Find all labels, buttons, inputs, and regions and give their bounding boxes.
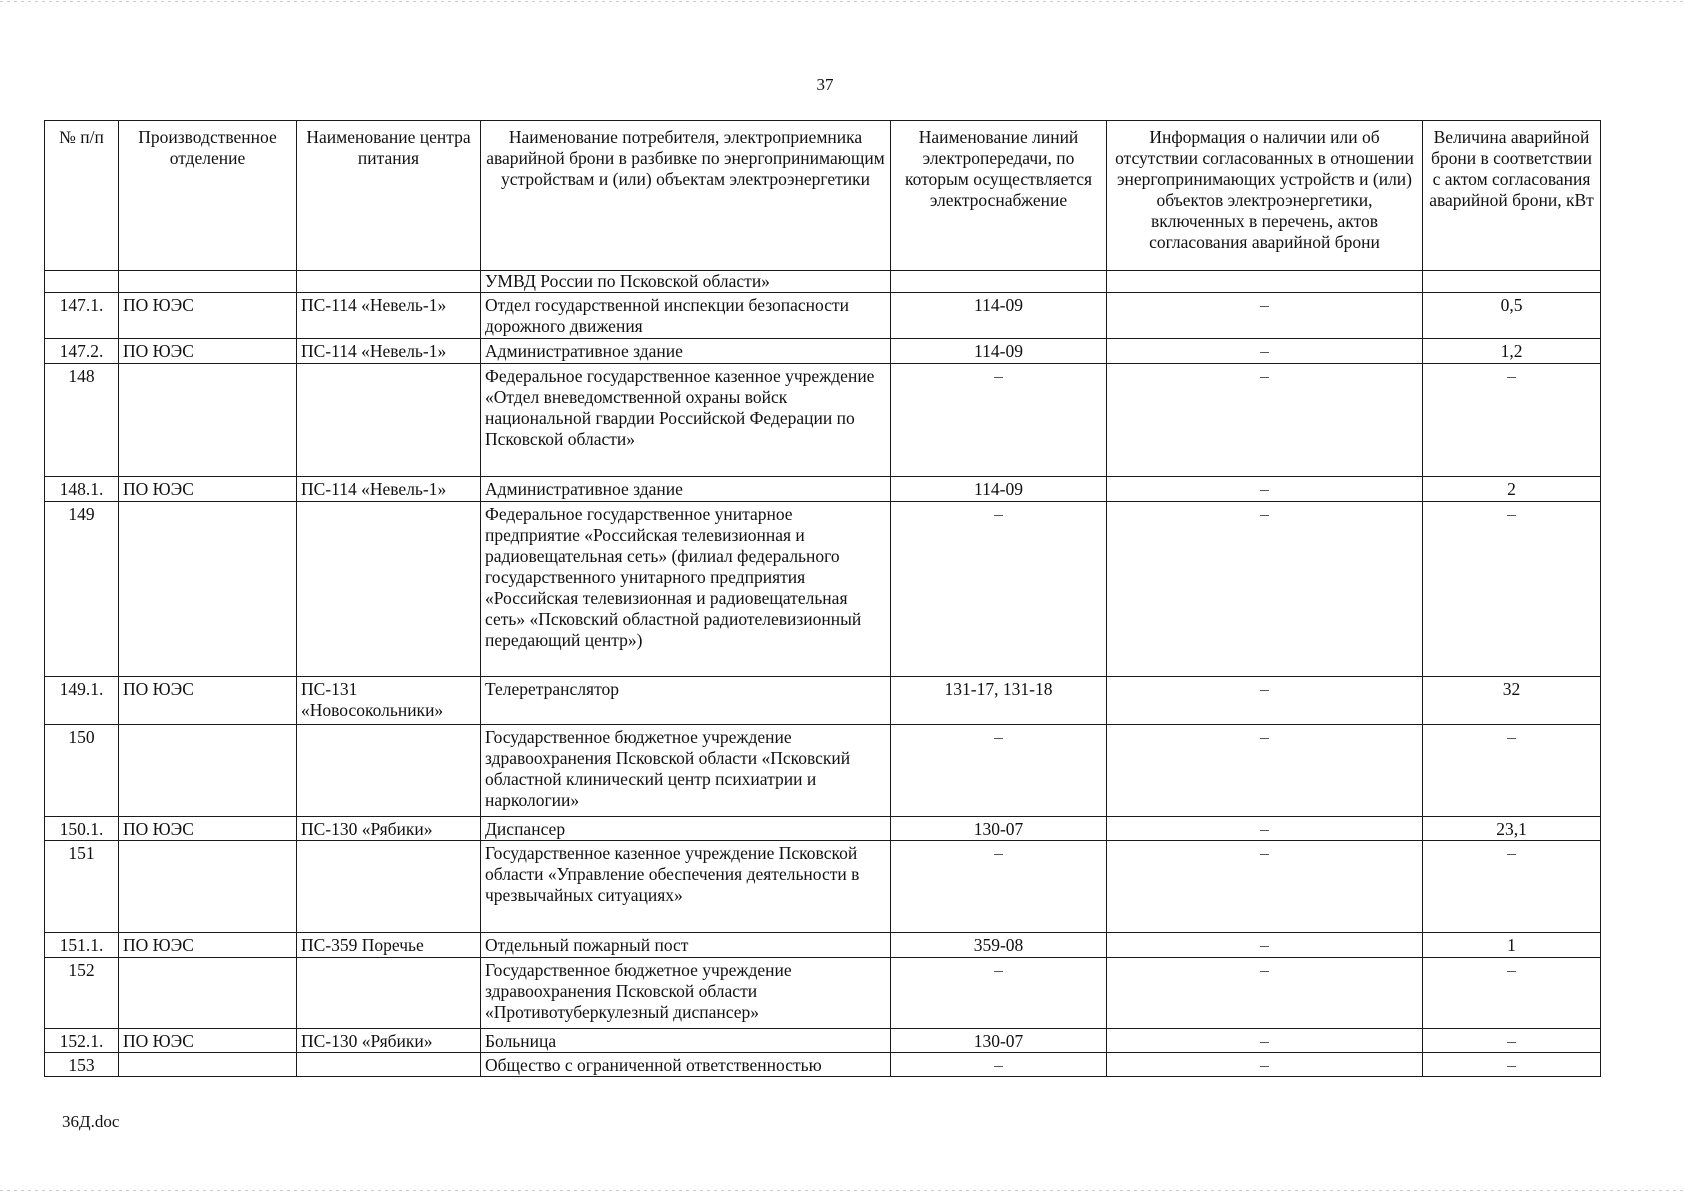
header-number: № п/п bbox=[45, 121, 119, 271]
cell-lines: 114-09 bbox=[891, 477, 1107, 502]
cell-lines: – bbox=[891, 841, 1107, 933]
table-row bbox=[45, 271, 1601, 293]
cell-power-center bbox=[297, 841, 481, 933]
cell-consumer: Отдел государственной инспекции безопасности дорожного движения bbox=[481, 293, 891, 339]
cell-power-center: ПС-130 «Рябики» bbox=[297, 1029, 481, 1053]
cell-agreement-info: – bbox=[1107, 933, 1423, 958]
cell-consumer: УМВД России по Псковской области» bbox=[481, 271, 891, 293]
cell-agreement-info: – bbox=[1107, 817, 1423, 841]
cell-division: ПО ЮЭС bbox=[119, 933, 297, 958]
cell-division: ПО ЮЭС bbox=[119, 339, 297, 364]
cell-number: 149.1. bbox=[45, 677, 119, 725]
table-row bbox=[45, 933, 1601, 958]
cell-division: ПО ЮЭС bbox=[119, 1029, 297, 1053]
cell-division bbox=[119, 725, 297, 817]
cell-number: 153 bbox=[45, 1053, 119, 1077]
cell-power-center bbox=[297, 271, 481, 293]
cell-lines: 130-07 bbox=[891, 817, 1107, 841]
cell-lines: 114-09 bbox=[891, 339, 1107, 364]
cell-reserve-value: – bbox=[1423, 502, 1601, 677]
cell-lines bbox=[891, 271, 1107, 293]
table-row bbox=[45, 725, 1601, 817]
cell-reserve-value: – bbox=[1423, 1029, 1601, 1053]
cell-number: 148 bbox=[45, 364, 119, 477]
cell-division: ПО ЮЭС bbox=[119, 293, 297, 339]
table-row bbox=[45, 677, 1601, 725]
cell-lines: – bbox=[891, 725, 1107, 817]
cell-reserve-value: 23,1 bbox=[1423, 817, 1601, 841]
cell-number: 151.1. bbox=[45, 933, 119, 958]
cell-agreement-info: – bbox=[1107, 1053, 1423, 1077]
cell-power-center: ПС-359 Поречье bbox=[297, 933, 481, 958]
table-row bbox=[45, 841, 1601, 933]
header-agreement-info: Информация о наличии или об отсутствии согласованных в отношении энергопринимающих устройств и (или) объектов электроэнергетики, включенных в перечень, актов согласования аварийной брони bbox=[1107, 121, 1423, 271]
cell-consumer: Диспансер bbox=[481, 817, 891, 841]
cell-agreement-info: – bbox=[1107, 364, 1423, 477]
cell-agreement-info: – bbox=[1107, 1029, 1423, 1053]
table-row bbox=[45, 817, 1601, 841]
cell-power-center bbox=[297, 364, 481, 477]
cell-lines: 130-07 bbox=[891, 1029, 1107, 1053]
cell-consumer: Общество с ограниченной ответственностью bbox=[481, 1053, 891, 1077]
footer-filename: 36Д.doc bbox=[62, 1112, 120, 1131]
table-row bbox=[45, 364, 1601, 477]
header-lines: Наименование линий электропередачи, по которым осуществляется электроснабжение bbox=[891, 121, 1107, 271]
header-division: Производственное отделение bbox=[119, 121, 297, 271]
reserve-table bbox=[44, 120, 1601, 1077]
cell-agreement-info: – bbox=[1107, 677, 1423, 725]
cell-agreement-info: – bbox=[1107, 958, 1423, 1029]
cell-reserve-value: 0,5 bbox=[1423, 293, 1601, 339]
cell-lines: – bbox=[891, 958, 1107, 1029]
cell-reserve-value: – bbox=[1423, 841, 1601, 933]
cell-reserve-value: – bbox=[1423, 364, 1601, 477]
cell-division: ПО ЮЭС bbox=[119, 477, 297, 502]
cell-consumer: Административное здание bbox=[481, 339, 891, 364]
cell-number: 149 bbox=[45, 502, 119, 677]
table-row bbox=[45, 339, 1601, 364]
header-reserve-value: Величина аварийной брони в соответствии с актом согласования аварийной брони, кВт bbox=[1423, 121, 1601, 271]
cell-division bbox=[119, 364, 297, 477]
table-row bbox=[45, 293, 1601, 339]
cell-division bbox=[119, 958, 297, 1029]
cell-power-center bbox=[297, 1053, 481, 1077]
cell-consumer: Административное здание bbox=[481, 477, 891, 502]
cell-power-center bbox=[297, 725, 481, 817]
cell-number: 152 bbox=[45, 958, 119, 1029]
cell-power-center bbox=[297, 502, 481, 677]
table-row bbox=[45, 502, 1601, 677]
cell-number: 147.2. bbox=[45, 339, 119, 364]
cell-agreement-info: – bbox=[1107, 841, 1423, 933]
cell-number: 150 bbox=[45, 725, 119, 817]
cell-division bbox=[119, 841, 297, 933]
page-number: 37 bbox=[816, 75, 834, 94]
header-consumer: Наименование потребителя, электроприемника аварийной брони в разбивке по энергопринимающим устройствам и (или) объектам электроэнергетики bbox=[481, 121, 891, 271]
cell-agreement-info: – bbox=[1107, 293, 1423, 339]
cell-reserve-value: 1,2 bbox=[1423, 339, 1601, 364]
cell-power-center: ПС-114 «Невель-1» bbox=[297, 477, 481, 502]
cell-division bbox=[119, 1053, 297, 1077]
cell-agreement-info bbox=[1107, 271, 1423, 293]
cell-reserve-value: 2 bbox=[1423, 477, 1601, 502]
cell-number: 150.1. bbox=[45, 817, 119, 841]
table-header-row bbox=[45, 121, 1601, 271]
table-row bbox=[45, 1053, 1601, 1077]
table-row bbox=[45, 958, 1601, 1029]
cell-consumer: Федеральное государственное унитарное предприятие «Российская телевизионная и радиовещательная сеть» (филиал федерального государственного унитарного предприятия «Российская телевизионная и радиовещательная сеть» «Псковский областной радиотелевизионный передающий центр») bbox=[481, 502, 891, 677]
cell-reserve-value bbox=[1423, 271, 1601, 293]
cell-consumer: Государственное бюджетное учреждение здравоохранения Псковской области «Противотуберкулезный диспансер» bbox=[481, 958, 891, 1029]
cell-reserve-value: – bbox=[1423, 725, 1601, 817]
cell-power-center bbox=[297, 958, 481, 1029]
cell-agreement-info: – bbox=[1107, 502, 1423, 677]
cell-agreement-info: – bbox=[1107, 339, 1423, 364]
cell-power-center: ПС-131 «Новосокольники» bbox=[297, 677, 481, 725]
cell-division bbox=[119, 502, 297, 677]
cell-division: ПО ЮЭС bbox=[119, 677, 297, 725]
cell-consumer: Государственное бюджетное учреждение здравоохранения Псковской области «Псковский областной клинический центр психиатрии и наркологии» bbox=[481, 725, 891, 817]
cell-number: 148.1. bbox=[45, 477, 119, 502]
cell-lines: – bbox=[891, 1053, 1107, 1077]
cell-power-center: ПС-114 «Невель-1» bbox=[297, 293, 481, 339]
cell-lines: – bbox=[891, 364, 1107, 477]
cell-agreement-info: – bbox=[1107, 477, 1423, 502]
cell-power-center: ПС-130 «Рябики» bbox=[297, 817, 481, 841]
table-row bbox=[45, 1029, 1601, 1053]
cell-lines: 131-17, 131-18 bbox=[891, 677, 1107, 725]
cell-consumer: Федеральное государственное казенное учреждение «Отдел вневедомственной охраны войск национальной гвардии Российской Федерации по Псковской области» bbox=[481, 364, 891, 477]
cell-consumer: Больница bbox=[481, 1029, 891, 1053]
table-row bbox=[45, 477, 1601, 502]
cell-reserve-value: 32 bbox=[1423, 677, 1601, 725]
cell-lines: – bbox=[891, 502, 1107, 677]
cell-division bbox=[119, 271, 297, 293]
cell-number: 147.1. bbox=[45, 293, 119, 339]
cell-reserve-value: – bbox=[1423, 1053, 1601, 1077]
cell-consumer: Отдельный пожарный пост bbox=[481, 933, 891, 958]
cell-consumer: Государственное казенное учреждение Псковской области «Управление обеспечения деятельности в чрезвычайных ситуациях» bbox=[481, 841, 891, 933]
cell-division: ПО ЮЭС bbox=[119, 817, 297, 841]
cell-number: 151 bbox=[45, 841, 119, 933]
cell-agreement-info: – bbox=[1107, 725, 1423, 817]
cell-number bbox=[45, 271, 119, 293]
cell-reserve-value: – bbox=[1423, 958, 1601, 1029]
cell-reserve-value: 1 bbox=[1423, 933, 1601, 958]
cell-power-center: ПС-114 «Невель-1» bbox=[297, 339, 481, 364]
cell-lines: 359-08 bbox=[891, 933, 1107, 958]
cell-lines: 114-09 bbox=[891, 293, 1107, 339]
header-power-center: Наименование центра питания bbox=[297, 121, 481, 271]
cell-consumer: Телеретранслятор bbox=[481, 677, 891, 725]
cell-number: 152.1. bbox=[45, 1029, 119, 1053]
